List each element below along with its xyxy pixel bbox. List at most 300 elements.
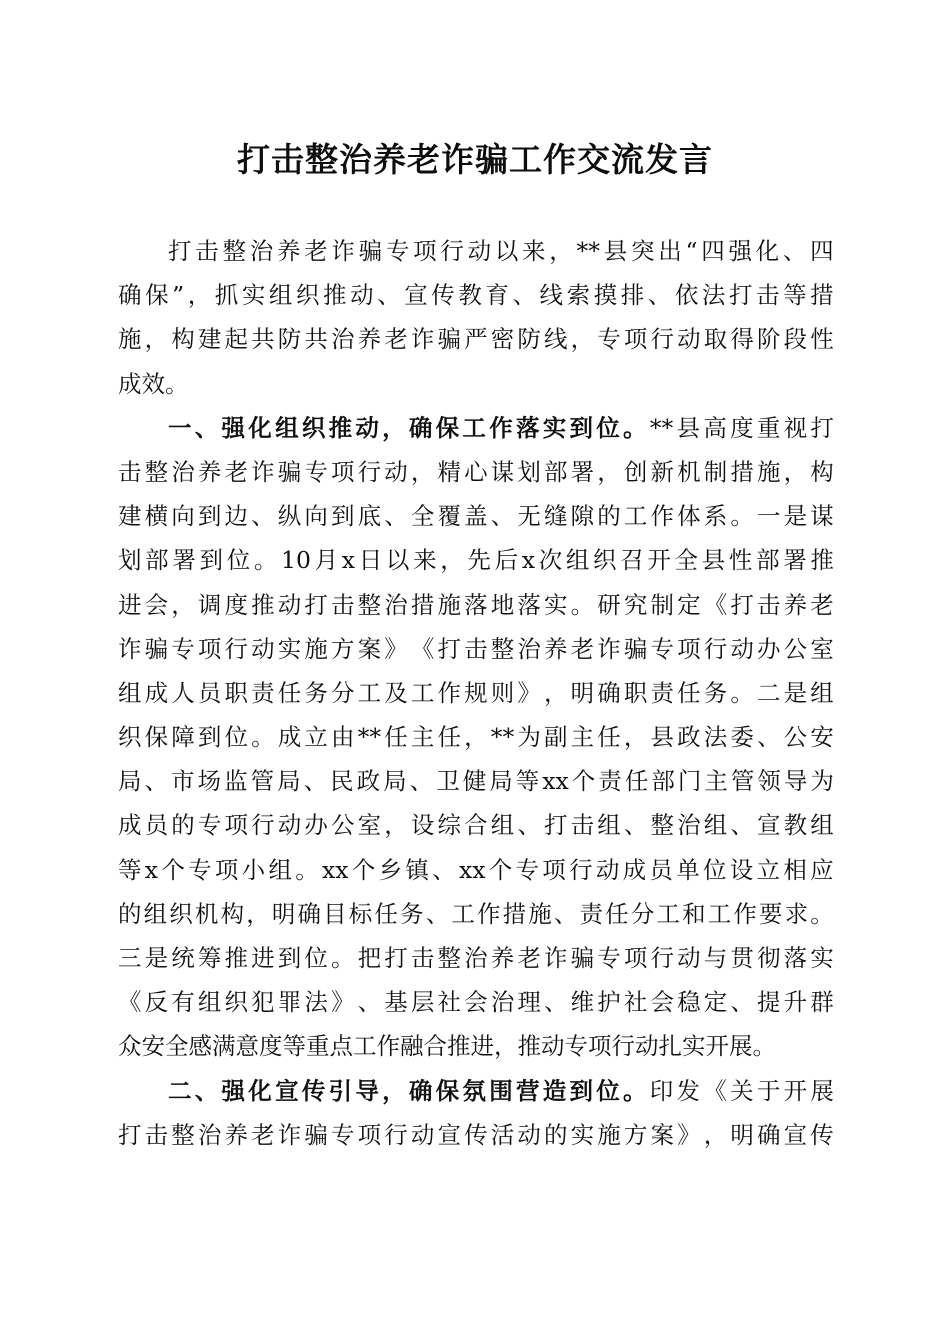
glyph: 推: [447, 1032, 471, 1061]
glyph: 、: [730, 988, 754, 1017]
heading-glyph: 造: [542, 1076, 567, 1105]
glyph: 项: [413, 237, 437, 265]
glyph: ，: [783, 457, 808, 486]
glyph: ，: [410, 457, 435, 486]
glyph: 治: [464, 944, 488, 972]
paragraph: [118, 1069, 834, 1157]
glyph: 全: [410, 502, 435, 531]
glyph: 要: [759, 899, 783, 928]
glyph: 个: [351, 855, 376, 884]
glyph: 行: [440, 237, 464, 265]
text-line: [118, 583, 834, 627]
glyph: 。: [730, 678, 754, 707]
glyph: 专: [564, 1032, 588, 1061]
glyph: 部: [544, 457, 568, 486]
glyph: 任: [624, 767, 649, 796]
glyph: 位: [226, 546, 251, 575]
heading-glyph: 强: [221, 413, 246, 442]
glyph: 《: [410, 634, 435, 663]
glyph: 诈: [118, 634, 142, 663]
glyph: 老: [570, 634, 595, 663]
glyph: 等: [515, 767, 540, 796]
glyph: 。: [810, 899, 834, 928]
glyph: 组: [268, 281, 293, 310]
glyph: 及: [384, 678, 408, 707]
glyph: 组: [565, 546, 590, 575]
heading-glyph: 传: [301, 1076, 326, 1105]
glyph: 度: [224, 590, 248, 619]
text-line: [118, 494, 834, 538]
heading-glyph: 工: [462, 413, 486, 442]
glyph: 应: [810, 855, 834, 884]
glyph: 专: [171, 634, 195, 663]
glyph: 措: [730, 457, 754, 486]
glyph: 老: [224, 457, 248, 486]
glyph: 措: [810, 281, 834, 310]
glyph: 筹: [197, 944, 222, 972]
glyph: 推: [224, 944, 248, 972]
glyph: 公: [331, 811, 355, 840]
glyph: 10: [281, 546, 311, 575]
glyph: **: [490, 723, 515, 752]
glyph: ，: [597, 457, 621, 486]
glyph: 治: [517, 634, 541, 663]
glyph: 全: [165, 1032, 189, 1061]
text-line: [118, 273, 834, 317]
glyph: 一: [757, 502, 781, 531]
glyph: 措: [410, 590, 435, 619]
glyph: 发: [676, 1076, 701, 1105]
glyph: 署: [783, 546, 807, 575]
glyph: 实: [241, 281, 266, 310]
glyph: 县: [650, 723, 674, 752]
glyph: 诈: [251, 457, 275, 486]
text-line: [118, 627, 834, 671]
heading-glyph: 化: [248, 413, 272, 442]
glyph: **: [576, 237, 601, 265]
glyph: 项: [357, 1120, 382, 1149]
heading-glyph: ，: [382, 1076, 406, 1105]
glyph: 行: [251, 811, 275, 840]
glyph: 落: [517, 590, 541, 619]
glyph: 设: [729, 855, 754, 884]
glyph: 织: [169, 899, 193, 928]
heading-glyph: 氛: [462, 1076, 486, 1105]
glyph: 隙: [570, 502, 595, 531]
glyph: 职: [623, 678, 648, 707]
glyph: 员: [197, 678, 222, 707]
glyph: 由: [331, 723, 355, 752]
glyph: x: [341, 546, 356, 575]
glyph: 突: [630, 237, 655, 265]
glyph: 县: [676, 413, 701, 442]
glyph: 工: [623, 502, 648, 531]
glyph: 。: [331, 944, 355, 972]
heading-glyph: 确: [408, 413, 433, 442]
glyph: 组: [118, 678, 142, 707]
glyph: 宣: [437, 1120, 461, 1149]
glyph: 、: [517, 811, 541, 840]
glyph: 工: [410, 678, 435, 707]
heading-glyph: 作: [489, 413, 513, 442]
glyph: x: [144, 855, 159, 884]
glyph: 度: [730, 413, 754, 442]
glyph: 施: [528, 899, 552, 928]
glyph: 性: [810, 325, 834, 354]
glyph: 纵: [277, 502, 302, 531]
glyph: 到: [197, 502, 222, 531]
glyph: 》: [384, 634, 408, 663]
glyph: 展: [810, 1076, 834, 1105]
heading-glyph: 、: [194, 1076, 219, 1105]
glyph: 到: [331, 502, 355, 531]
text-line: [118, 671, 834, 715]
glyph: 骗: [570, 944, 595, 972]
heading-glyph: 强: [221, 1076, 246, 1105]
glyph: 线: [539, 281, 564, 310]
glyph: 会: [650, 988, 674, 1017]
glyph: 研: [597, 590, 621, 619]
glyph: 骗: [277, 457, 302, 486]
glyph: 专: [650, 634, 674, 663]
glyph: 组: [810, 678, 834, 707]
glyph: 确: [757, 1120, 781, 1149]
glyph: 整: [222, 237, 246, 265]
glyph: 理: [517, 988, 541, 1017]
glyph: 等: [783, 281, 807, 310]
glyph: 印: [649, 1076, 674, 1105]
glyph: 镇: [405, 855, 429, 884]
glyph: 工: [353, 1032, 377, 1061]
glyph: 、: [553, 899, 578, 928]
glyph: 项: [623, 325, 648, 354]
glyph: 》: [677, 1120, 701, 1149]
glyph: 安: [810, 723, 834, 752]
text-line: [118, 848, 834, 892]
glyph: 创: [623, 457, 648, 486]
glyph: ，: [703, 1120, 728, 1149]
glyph: 骗: [358, 237, 383, 265]
glyph: 、: [432, 855, 456, 884]
text-line: [118, 1113, 834, 1157]
glyph: 系: [703, 502, 728, 531]
glyph: 动: [517, 1120, 541, 1149]
glyph: 治: [197, 1120, 222, 1149]
glyph: xx: [542, 767, 569, 796]
glyph: 室: [357, 811, 382, 840]
glyph: 排: [620, 281, 645, 310]
glyph: 是: [783, 502, 808, 531]
glyph: 等: [118, 855, 142, 884]
glyph: 升: [783, 988, 808, 1017]
glyph: 度: [259, 1032, 283, 1061]
glyph: 动: [350, 281, 374, 310]
heading-glyph: ，: [382, 413, 406, 442]
glyph: 打: [168, 237, 192, 265]
glyph: 击: [756, 281, 780, 310]
glyph: 制: [703, 457, 728, 486]
glyph: 整: [490, 634, 515, 663]
glyph: 《: [118, 988, 142, 1017]
glyph: 任: [374, 899, 398, 928]
glyph: 击: [410, 944, 435, 972]
glyph: 工: [357, 678, 382, 707]
glyph: ，: [549, 237, 573, 265]
glyph: 明: [570, 678, 595, 707]
glyph: 感: [188, 1032, 212, 1061]
glyph: 综: [437, 811, 461, 840]
glyph: 召: [620, 546, 644, 575]
glyph: 高: [703, 413, 727, 442]
glyph: 织: [224, 988, 248, 1017]
glyph: 于: [756, 1076, 781, 1105]
glyph: 责: [579, 899, 604, 928]
heading-glyph: 到: [569, 413, 593, 442]
glyph: 动: [251, 634, 275, 663]
glyph: 打: [728, 281, 753, 310]
glyph: 公: [783, 634, 808, 663]
glyph: 养: [224, 1120, 248, 1149]
glyph: 《: [703, 590, 728, 619]
glyph: 管: [250, 767, 275, 796]
glyph: 求: [784, 899, 809, 928]
glyph: 动: [410, 1120, 435, 1149]
glyph: 施: [304, 634, 328, 663]
glyph: 制: [650, 590, 674, 619]
heading-glyph: 引: [328, 1076, 353, 1105]
glyph: 专: [385, 237, 410, 265]
glyph: 动: [595, 855, 620, 884]
glyph: 》: [331, 988, 355, 1017]
glyph: 行: [569, 855, 593, 884]
glyph: 障: [171, 723, 195, 752]
glyph: 养: [276, 237, 301, 265]
text-line: [118, 759, 834, 803]
glyph: 调: [197, 590, 222, 619]
glyph: 宣: [757, 811, 781, 840]
glyph: ，: [494, 1032, 518, 1061]
glyph: 段: [783, 325, 808, 354]
paragraph: [118, 229, 834, 406]
glyph: 实: [277, 634, 302, 663]
glyph: 层: [410, 988, 435, 1017]
document-body: [118, 229, 834, 1157]
glyph: 治: [490, 988, 515, 1017]
glyph: 等: [282, 1032, 306, 1061]
glyph: ，: [570, 325, 595, 354]
heading-glyph: 二: [168, 1076, 192, 1105]
glyph: 卫: [436, 767, 460, 796]
glyph: 任: [384, 723, 408, 752]
glyph: 、: [490, 502, 515, 531]
glyph: 化: [755, 237, 780, 265]
glyph: 政: [356, 767, 381, 796]
glyph: 法: [304, 988, 328, 1017]
glyph: 防: [517, 325, 541, 354]
text-line: [118, 892, 834, 936]
glyph: 基: [384, 988, 408, 1017]
glyph: 融: [400, 1032, 424, 1061]
glyph: 管: [730, 767, 755, 796]
glyph: 相: [783, 855, 807, 884]
glyph: 立: [304, 723, 328, 752]
glyph: 治: [249, 237, 274, 265]
text-line: [118, 803, 834, 847]
glyph: 进: [118, 590, 142, 619]
glyph: 整: [171, 1120, 195, 1149]
glyph: 。: [165, 369, 189, 398]
glyph: 扎: [658, 1032, 682, 1061]
glyph: 则: [490, 678, 515, 707]
glyph: 保: [144, 723, 169, 752]
glyph: 骗: [304, 1120, 328, 1149]
glyph: ”: [172, 281, 185, 310]
glyph: 整: [437, 944, 461, 972]
glyph: 导: [783, 767, 808, 796]
glyph: 覆: [437, 502, 461, 531]
text-line: [118, 1024, 834, 1068]
glyph: 织: [118, 723, 142, 752]
text-line: [118, 406, 834, 450]
glyph: 到: [197, 723, 222, 752]
glyph: 实: [682, 1032, 706, 1061]
glyph: 群: [810, 988, 834, 1017]
glyph: 推: [251, 590, 275, 619]
glyph: 击: [195, 237, 219, 265]
glyph: 实: [570, 1120, 595, 1149]
glyph: 署: [172, 546, 196, 575]
text-line: [118, 362, 834, 406]
glyph: 构: [220, 899, 245, 928]
glyph: 成: [144, 678, 169, 707]
glyph: 动: [277, 590, 302, 619]
glyph: 任: [437, 723, 461, 752]
glyph: 专: [515, 855, 540, 884]
glyph: 行: [224, 634, 248, 663]
glyph: 共: [251, 325, 275, 354]
glyph: 务: [400, 899, 424, 928]
glyph: 传: [810, 1120, 834, 1149]
glyph: 老: [384, 325, 408, 354]
glyph: 整: [357, 590, 382, 619]
glyph: 强: [728, 237, 752, 265]
glyph: 得: [730, 325, 754, 354]
glyph: 办: [757, 634, 781, 663]
glyph: 确: [297, 899, 321, 928]
glyph: 养: [357, 325, 382, 354]
glyph: 重: [306, 1032, 330, 1061]
glyph: 行: [650, 944, 674, 972]
glyph: 政: [677, 723, 701, 752]
glyph: 阶: [757, 325, 781, 354]
glyph: 的: [544, 1120, 568, 1149]
glyph: ，: [544, 678, 568, 707]
glyph: ，: [246, 899, 270, 928]
text-line: [118, 1069, 834, 1113]
glyph: 确: [118, 281, 142, 310]
glyph: 个: [571, 767, 596, 796]
glyph: 骗: [623, 634, 648, 663]
glyph: 设: [410, 811, 435, 840]
glyph: 务: [703, 678, 728, 707]
glyph: 盖: [464, 502, 488, 531]
glyph: 密: [490, 325, 515, 354]
glyph: 定: [677, 590, 701, 619]
glyph: 主: [570, 723, 595, 752]
glyph: 与: [703, 944, 728, 972]
glyph: 动: [277, 811, 302, 840]
glyph: 专: [331, 1120, 355, 1149]
glyph: 、: [512, 281, 536, 310]
glyph: 动: [677, 325, 701, 354]
glyph: 依: [674, 281, 699, 310]
heading-glyph: 营: [515, 1076, 540, 1105]
glyph: 监: [224, 767, 248, 796]
glyph: 社: [623, 988, 648, 1017]
glyph: 专: [197, 811, 222, 840]
glyph: 罪: [277, 988, 302, 1017]
glyph: 宣: [404, 281, 428, 310]
glyph: 作: [476, 899, 501, 928]
glyph: 养: [490, 944, 515, 972]
glyph: 划: [118, 546, 142, 575]
glyph: 线: [544, 325, 568, 354]
glyph: 、: [730, 811, 754, 840]
paragraph: [118, 406, 834, 1069]
glyph: 治: [171, 457, 195, 486]
glyph: 推: [810, 546, 834, 575]
glyph: 点: [329, 1032, 353, 1061]
glyph: 保: [145, 281, 169, 310]
text-line: [118, 715, 834, 759]
glyph: 建: [118, 502, 142, 531]
glyph: 整: [144, 457, 169, 486]
glyph: 组: [597, 811, 621, 840]
glyph: 项: [197, 634, 222, 663]
text-line: [118, 317, 834, 361]
text-line: [118, 936, 834, 980]
glyph: 署: [570, 457, 595, 486]
glyph: 职: [224, 678, 248, 707]
glyph: 打: [810, 413, 834, 442]
glyph: 任: [677, 678, 701, 707]
glyph: 稳: [677, 988, 701, 1017]
glyph: 养: [783, 590, 808, 619]
glyph: 教: [458, 281, 482, 310]
glyph: 社: [437, 988, 461, 1017]
glyph: 维: [570, 988, 595, 1017]
glyph: 。: [295, 855, 319, 884]
glyph: 诈: [331, 237, 355, 265]
heading-glyph: 、: [194, 413, 219, 442]
glyph: ，: [384, 811, 408, 840]
glyph: 局: [118, 767, 142, 796]
glyph: 整: [650, 811, 674, 840]
glyph: 边: [224, 502, 248, 531]
glyph: 项: [224, 811, 248, 840]
glyph: 构: [171, 325, 195, 354]
glyph: 合: [464, 811, 488, 840]
glyph: 治: [384, 590, 408, 619]
heading-glyph: 位: [596, 413, 620, 442]
glyph: 治: [331, 325, 355, 354]
glyph: 展: [729, 1032, 753, 1061]
glyph: 专: [304, 457, 328, 486]
glyph: 骗: [144, 634, 169, 663]
glyph: 月: [314, 546, 339, 575]
glyph: 、: [357, 988, 382, 1017]
glyph: 动: [467, 237, 492, 265]
